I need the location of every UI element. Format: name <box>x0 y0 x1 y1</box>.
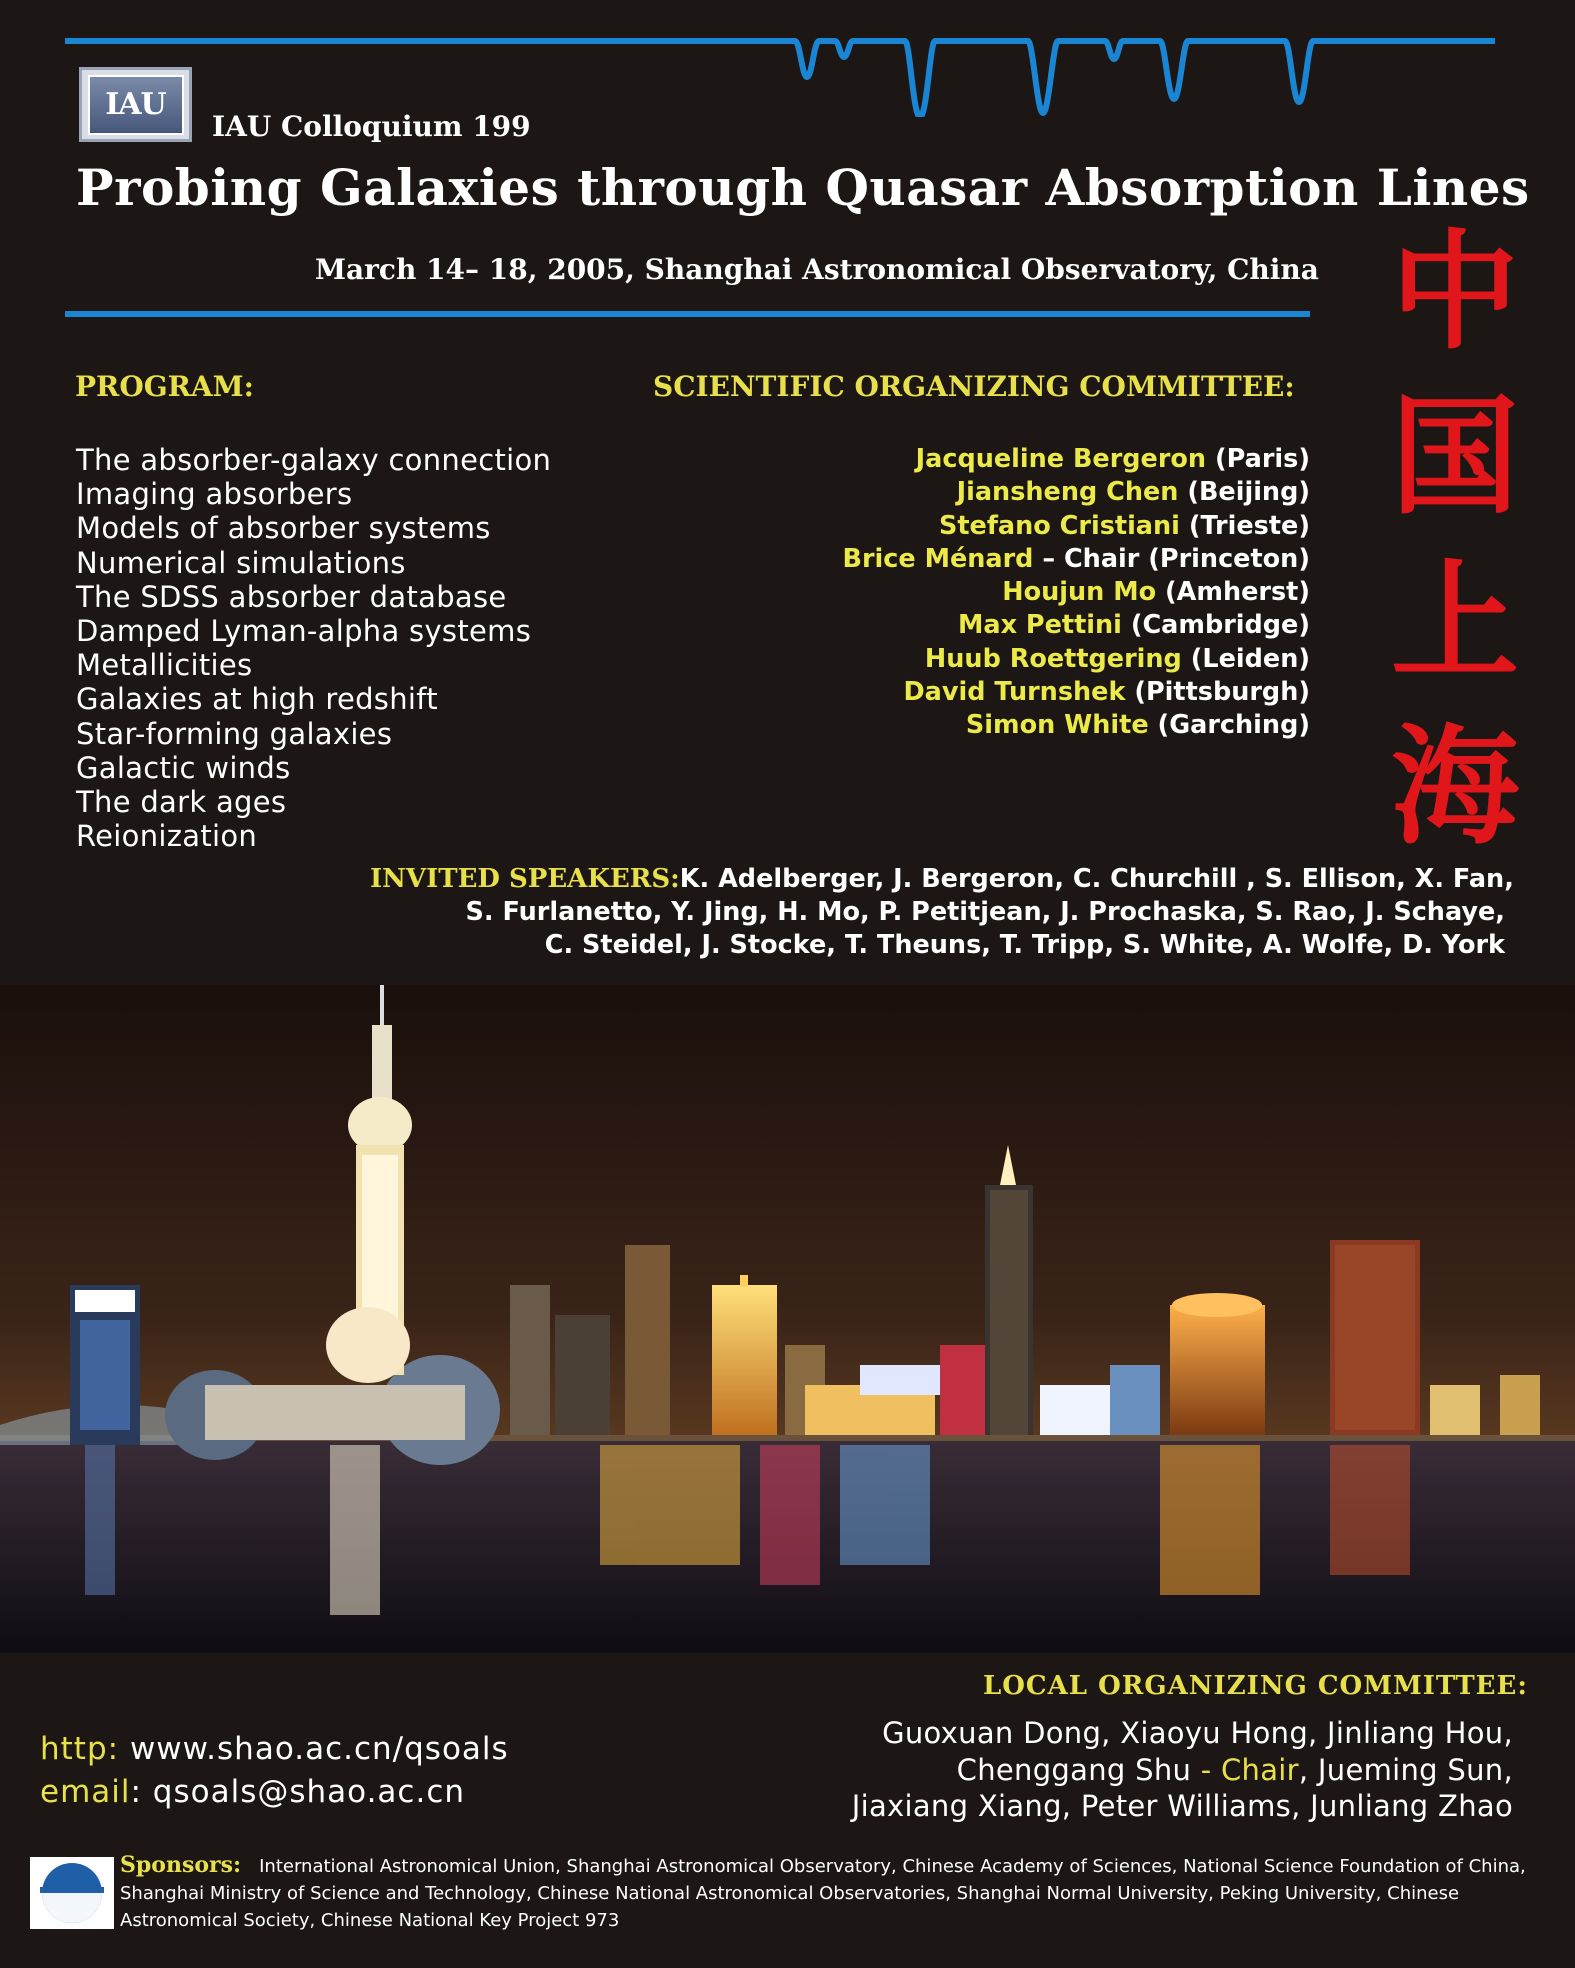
soc-member-name: Max Pettini <box>958 610 1122 641</box>
soc-member-place: (Leiden) <box>1190 643 1310 674</box>
program-item: Star-forming galaxies <box>76 716 393 751</box>
calligraphy-char: 海 <box>1390 712 1519 862</box>
soc-member <box>700 709 1310 742</box>
colloquium-label: IAU Colloquium 199 <box>212 110 531 143</box>
soc-member-name: Stefano Cristiani <box>938 510 1180 541</box>
sponsors-label: Sponsors: <box>120 1852 242 1878</box>
calligraphy-char: 中 <box>1390 217 1519 367</box>
sponsors-block <box>120 1852 1535 1934</box>
speakers-line: S. Furlanetto, Y. Jing, H. Mo, P. Petitjean, J. Prochaska, S. Rao, J. Schaye, <box>465 897 1505 927</box>
program-item: Numerical simulations <box>76 545 406 580</box>
spectrum-line <box>65 37 1495 117</box>
email-line[interactable] <box>40 1771 509 1814</box>
loc-heading: LOCAL ORGANIZING COMMITTEE: <box>983 1671 1528 1701</box>
soc-member-place: (Princeton) <box>1148 543 1310 574</box>
loc-chair-name: Chenggang Shu <box>956 1752 1192 1787</box>
soc-member-role: – Chair <box>1042 543 1140 574</box>
sponsors-text: International Astronomical Union, Shanghai Astronomical Observatory, Chinese Academy of Sciences, National Science Foundation of China, Shanghai Ministry of Science and Technology, Chinese National Astronomical Observatories, Shanghai Normal University, Peking University, Chinese Astronomical Society, Chinese National Key Project 973 <box>120 1856 1526 1931</box>
program-item: The dark ages <box>76 785 287 820</box>
calligraphy-char: 上 <box>1390 547 1519 697</box>
chinese-calligraphy <box>1385 210 1525 870</box>
program-item: Reionization <box>76 819 258 854</box>
soc-member <box>700 676 1310 709</box>
soc-heading: SCIENTIFIC ORGANIZING COMMITTEE: <box>653 370 1295 403</box>
loc-line: Guoxuan Dong, Xiaoyu Hong, Jinliang Hou, <box>882 1716 1513 1750</box>
soc-member-place: (Pittsburgh) <box>1134 677 1310 708</box>
soc-member-name: Brice Ménard <box>842 543 1034 574</box>
speakers-names: K. Adelberger, J. Bergeron, C. Churchill , S. Ellison, X. Fan, <box>679 864 1514 894</box>
soc-member-name: Houjun Mo <box>1002 577 1157 608</box>
speakers-label: INVITED SPEAKERS: <box>370 864 680 894</box>
speakers-line <box>370 863 1514 896</box>
soc-member-place: (Amherst) <box>1164 577 1310 608</box>
website-line[interactable] <box>40 1728 509 1771</box>
soc-member-place: (Garching) <box>1157 710 1310 741</box>
soc-member-name: Jiansheng Chen <box>956 477 1179 508</box>
program-item: Imaging absorbers <box>76 477 353 512</box>
soc-member-name: Jacqueline Bergeron <box>915 444 1207 474</box>
soc-member-name: David Turnshek <box>903 677 1126 708</box>
soc-member <box>700 510 1310 543</box>
soc-member <box>700 476 1310 509</box>
soc-member <box>700 443 1310 476</box>
program-item: The SDSS absorber database <box>76 579 507 614</box>
loc-list <box>780 1715 1513 1825</box>
soc-member <box>700 643 1310 676</box>
soc-member-name: Simon White <box>965 710 1149 741</box>
program-item: Galaxies at high redshift <box>76 682 438 717</box>
soc-member-place: (Paris) <box>1214 444 1310 474</box>
loc-line: Jiaxiang Xiang, Peter Williams, Junliang Zhao <box>851 1789 1513 1824</box>
email-label: email <box>40 1774 131 1810</box>
loc-line <box>780 1752 1513 1789</box>
program-list <box>76 443 551 853</box>
sponsor-logo <box>30 1857 114 1929</box>
calligraphy-char: 国 <box>1390 382 1519 532</box>
program-item: Galactic winds <box>76 750 291 785</box>
event-dates: March 14– 18, 2005, Shanghai Astronomical Observatory, China <box>315 253 1319 286</box>
iau-logo <box>79 67 192 142</box>
speakers-line: C. Steidel, J. Stocke, T. Theuns, T. Tripp, S. White, A. Wolfe, D. York <box>544 930 1505 960</box>
website-link[interactable]: www.shao.ac.cn/qsoals <box>119 1731 509 1767</box>
http-label: http: <box>40 1731 120 1767</box>
soc-member <box>700 576 1310 609</box>
program-item: The absorber-galaxy connection <box>76 443 552 477</box>
header-divider <box>65 311 1310 317</box>
iau-logo-text: IAU <box>88 75 184 135</box>
shanghai-skyline-photo <box>0 985 1575 1653</box>
program-heading: PROGRAM: <box>75 370 254 403</box>
loc-chair-label: - Chair <box>1191 1752 1299 1787</box>
soc-member-name: Huub Roettgering <box>924 643 1182 674</box>
soc-member-place: (Beijing) <box>1187 477 1310 508</box>
program-item: Damped Lyman-alpha systems <box>76 614 532 649</box>
contact-info <box>40 1728 509 1814</box>
invited-speakers <box>370 863 1514 962</box>
soc-list <box>700 443 1310 743</box>
soc-member <box>700 543 1310 576</box>
soc-member <box>700 609 1310 642</box>
program-item: Metallicities <box>76 648 253 683</box>
program-item: Models of absorber systems <box>76 511 491 546</box>
page-title: Probing Galaxies through Quasar Absorption Lines <box>76 158 1530 217</box>
loc-line-rest: , Jueming Sun, <box>1298 1752 1513 1787</box>
email-link[interactable]: : qsoals@shao.ac.cn <box>130 1774 466 1810</box>
soc-member-place: (Cambridge) <box>1130 610 1310 641</box>
soc-member-place: (Trieste) <box>1188 510 1310 541</box>
